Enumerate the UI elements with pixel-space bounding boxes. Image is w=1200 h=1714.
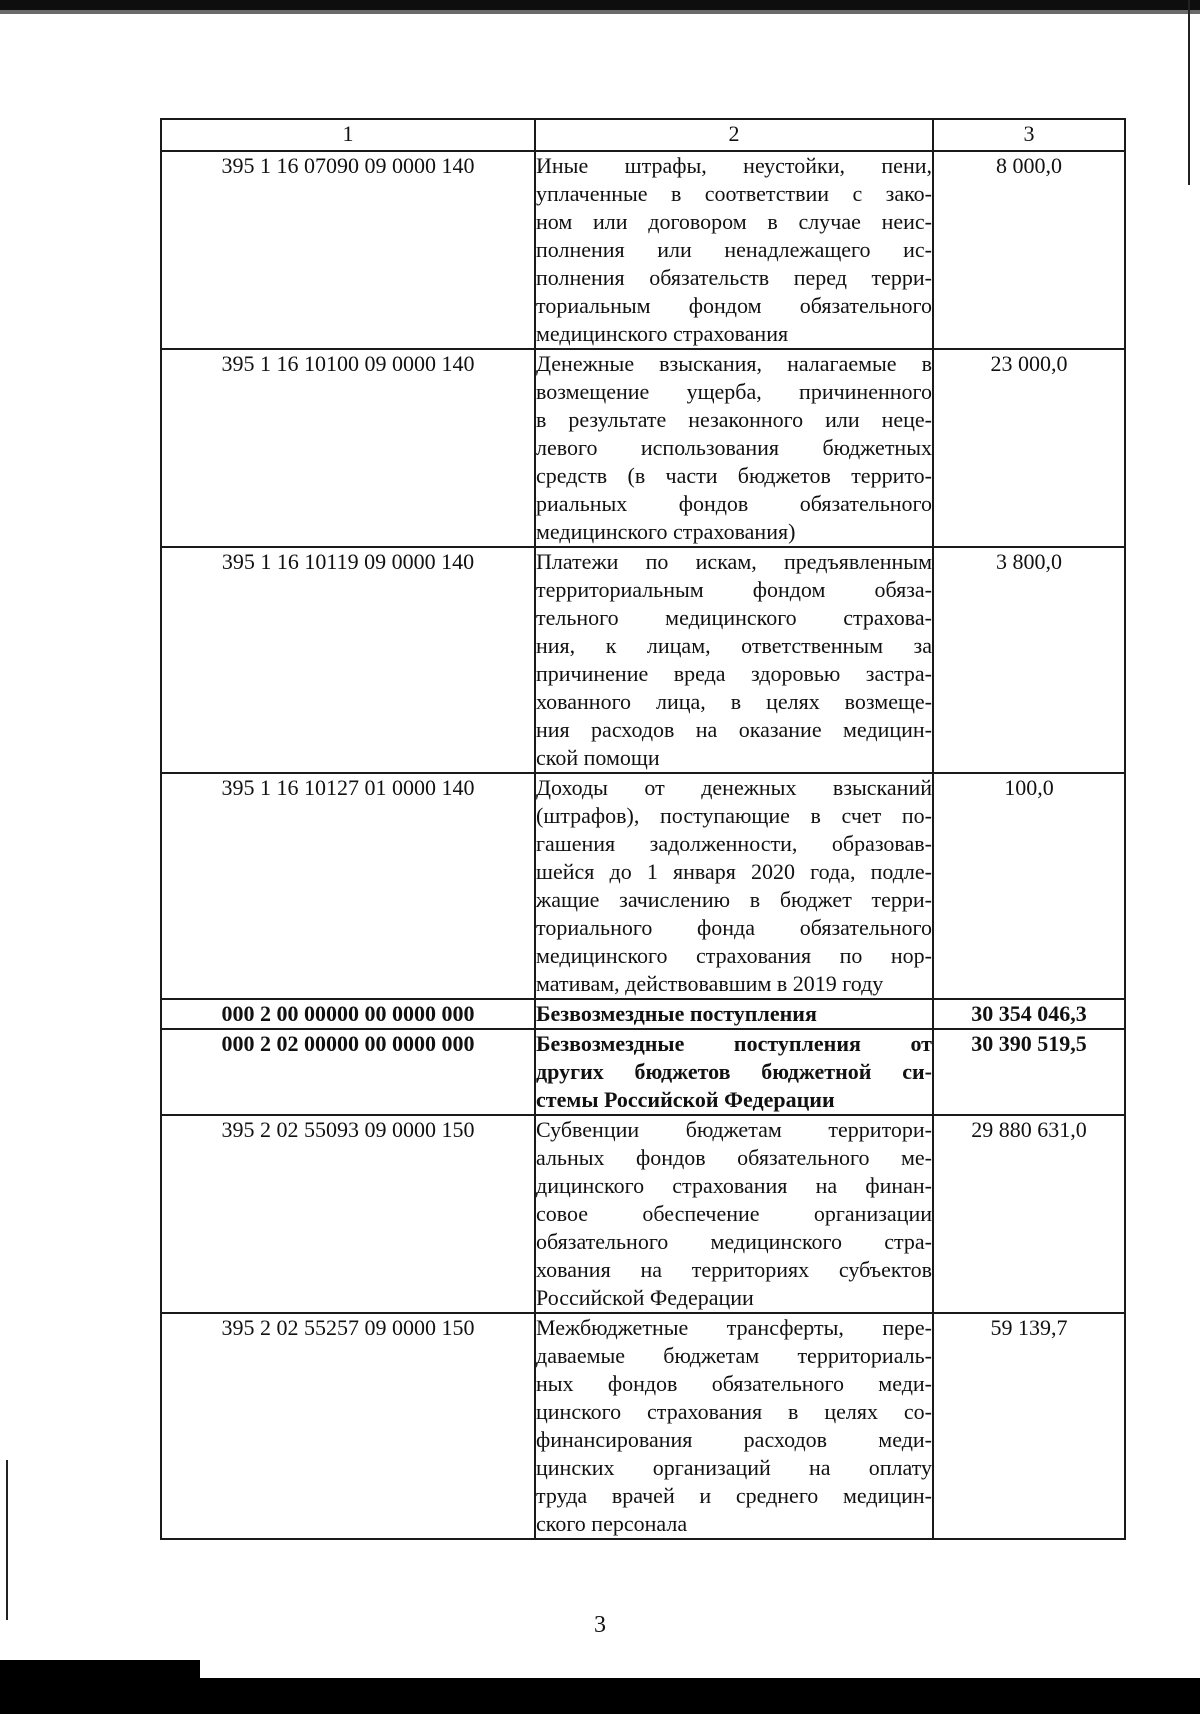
budget-code-cell: 395 1 16 07090 09 0000 140 <box>161 151 535 349</box>
description-line: Межбюджетные трансферты, пере- <box>536 1315 932 1340</box>
description-line: медицинского страхования <box>536 321 789 346</box>
description-line: финансирования расходов меди- <box>536 1427 932 1452</box>
table-row <box>161 773 1125 999</box>
description-line: шейся до 1 января 2020 года, подле- <box>536 859 932 884</box>
description-line: риальных фондов обязательного <box>536 491 932 516</box>
description-line: в результате незаконного или неце- <box>536 407 932 432</box>
budget-code-cell: 000 2 02 00000 00 0000 000 <box>161 1029 535 1115</box>
description-line: левого использования бюджетных <box>536 435 932 460</box>
amount-cell: 30 354 046,3 <box>933 999 1125 1029</box>
description-line: ных фондов обязательного меди- <box>536 1371 932 1396</box>
budget-code-cell: 395 1 16 10100 09 0000 140 <box>161 349 535 547</box>
description-line: причинение вреда здоровью застра- <box>536 661 932 686</box>
description-cell <box>535 1313 933 1539</box>
amount-cell: 23 000,0 <box>933 349 1125 547</box>
amount-cell: 59 139,7 <box>933 1313 1125 1539</box>
table-header <box>161 119 1125 151</box>
description-line: жащие зачислению в бюджет терри- <box>536 887 932 912</box>
header-col-3: 3 <box>933 119 1125 151</box>
description-line: стемы Российской Федерации <box>536 1087 835 1112</box>
header-col-1: 1 <box>161 119 535 151</box>
description-line: ния расходов на оказание медицин- <box>536 717 932 742</box>
description-line: Доходы от денежных взысканий <box>536 775 932 800</box>
scan-right-edge <box>1188 0 1190 185</box>
description-line: альных фондов обязательного ме- <box>536 1145 932 1170</box>
header-row <box>161 119 1125 151</box>
description-line: Денежные взыскания, налагаемые в <box>536 351 932 376</box>
description-line: ского персонала <box>536 1511 688 1536</box>
scan-top-border <box>0 0 1200 10</box>
page-number: 3 <box>594 1612 606 1638</box>
description-line: даваемые бюджетам территориаль- <box>536 1343 932 1368</box>
description-line: гашения задолженности, образовав- <box>536 831 932 856</box>
description-line: труда врачей и среднего медицин- <box>536 1483 932 1508</box>
description-line: дицинского страхования на финан- <box>536 1173 932 1198</box>
description-cell <box>535 547 933 773</box>
description-line: других бюджетов бюджетной си- <box>536 1059 932 1084</box>
description-line: (штрафов), поступающие в счет по- <box>536 803 932 828</box>
description-line: хования на территориях субъектов <box>536 1257 932 1282</box>
table-row <box>161 151 1125 349</box>
description-line: ториального фонда обязательного <box>536 915 932 940</box>
description-line: ториальным фондом обязательного <box>536 293 932 318</box>
table-row <box>161 1029 1125 1115</box>
table-row <box>161 1115 1125 1313</box>
amount-cell: 100,0 <box>933 773 1125 999</box>
description-line: ской помощи <box>536 745 660 770</box>
description-line: обязательного медицинского стра- <box>536 1229 932 1254</box>
description-line: медицинского страхования) <box>536 519 796 544</box>
description-cell <box>535 349 933 547</box>
description-line: Платежи по искам, предъявленным <box>536 549 932 574</box>
description-line: ния, к лицам, ответственным за <box>536 633 932 658</box>
table-row <box>161 999 1125 1029</box>
description-line: мативам, действовавшим в 2019 году <box>536 971 884 996</box>
budget-code-cell: 395 1 16 10119 09 0000 140 <box>161 547 535 773</box>
description-line: медицинского страхования по нор- <box>536 943 932 968</box>
description-cell <box>535 1029 933 1115</box>
scan-bottom-border <box>0 1678 1200 1714</box>
description-cell <box>535 773 933 999</box>
table-row <box>161 349 1125 547</box>
description-line: Безвозмездные поступления <box>536 1001 817 1026</box>
description-line: полнения или ненадлежащего ис- <box>536 237 932 262</box>
amount-cell: 8 000,0 <box>933 151 1125 349</box>
table-row <box>161 1313 1125 1539</box>
description-line: возмещение ущерба, причиненного <box>536 379 932 404</box>
description-line: совое обеспечение организации <box>536 1201 932 1226</box>
table-row <box>161 547 1125 773</box>
header-col-2: 2 <box>535 119 933 151</box>
description-line: Российской Федерации <box>536 1285 754 1310</box>
budget-code-cell: 000 2 00 00000 00 0000 000 <box>161 999 535 1029</box>
description-line: ном или договором в случае неис- <box>536 209 932 234</box>
description-line: Иные штрафы, неустойки, пени, <box>536 153 932 178</box>
amount-cell: 30 390 519,5 <box>933 1029 1125 1115</box>
description-line: территориальным фондом обяза- <box>536 577 932 602</box>
description-line: цинского страхования в целях со- <box>536 1399 932 1424</box>
description-line: полнения обязательств перед терри- <box>536 265 932 290</box>
scan-top-shadow <box>0 10 1200 14</box>
description-cell <box>535 151 933 349</box>
budget-code-cell: 395 1 16 10127 01 0000 140 <box>161 773 535 999</box>
amount-cell: 29 880 631,0 <box>933 1115 1125 1313</box>
description-line: средств (в части бюджетов террито- <box>536 463 932 488</box>
description-line: цинских организаций на оплату <box>536 1455 932 1480</box>
amount-cell: 3 800,0 <box>933 547 1125 773</box>
description-cell <box>535 999 933 1029</box>
scan-left-edge <box>6 1460 8 1620</box>
description-line: уплаченные в соответствии с зако- <box>536 181 932 206</box>
scan-bottom-corner <box>0 1660 200 1678</box>
table-body <box>161 151 1125 1539</box>
description-line: Субвенции бюджетам территори- <box>536 1117 932 1142</box>
description-line: Безвозмездные поступления от <box>536 1031 932 1056</box>
description-cell <box>535 1115 933 1313</box>
description-line: хованного лица, в целях возмеще- <box>536 689 932 714</box>
description-line: тельного медицинского страхова- <box>536 605 932 630</box>
budget-code-cell: 395 2 02 55093 09 0000 150 <box>161 1115 535 1313</box>
budget-code-cell: 395 2 02 55257 09 0000 150 <box>161 1313 535 1539</box>
budget-table <box>160 118 1126 1540</box>
